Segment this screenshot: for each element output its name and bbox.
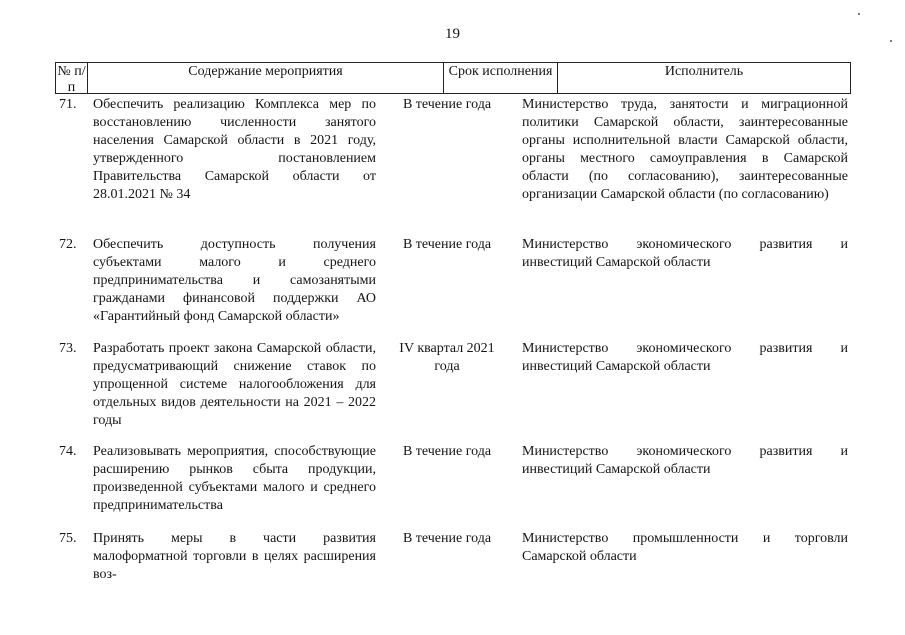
row-number: 71. (59, 97, 77, 112)
page-number: 19 (445, 26, 460, 42)
row-executor: Министерство промышленности и торговли Самарской области (522, 531, 848, 564)
scan-speck (890, 40, 892, 42)
row-content: Разработать проект закона Самарской области, предусматривающий снижение ставок по упрощенной системе налогообложения для отдельных видов деятельности на 2021 – 2022 годы (93, 341, 376, 428)
row-number: 75. (59, 531, 77, 546)
row-number: 72. (59, 237, 77, 252)
row-content: Принять меры в части развития малоформатной торговли в целях расширения воз- (93, 531, 376, 582)
row-content: Обеспечить реализацию Комплекса мер по восстановлению численности занятого населения Самарской области в 2021 году, утвержденного постановлением Правительства Самарской области от 28.01.2021 № 34 (93, 97, 376, 202)
row-deadline: В течение года (402, 444, 492, 459)
row-deadline: В течение года (402, 97, 492, 112)
row-executor: Министерство экономического развития и инвестиций Самарской области (522, 237, 848, 270)
row-deadline: В течение года (402, 237, 492, 252)
table-header (55, 62, 851, 94)
row-content: Обеспечить доступность получения субъектами малого и среднего предпринимательства и самозанятыми гражданами финансовой поддержки АО «Гарантийный фонд Самарской области» (93, 237, 376, 324)
row-deadline: В течение года (402, 531, 492, 546)
scan-speck (858, 13, 860, 15)
row-executor: Министерство экономического развития и инвестиций Самарской области (522, 341, 848, 374)
header-deadline: Срок исполнения (444, 63, 558, 93)
header-num: № п/п (56, 63, 88, 93)
row-executor: Министерство экономического развития и инвестиций Самарской области (522, 444, 848, 477)
row-number: 74. (59, 444, 77, 459)
row-number: 73. (59, 341, 77, 356)
header-content: Содержание мероприятия (88, 63, 444, 93)
row-content: Реализовывать мероприятия, способствующие расширению рынков сбыта продукции, произведенной субъектами малого и среднего предпринимательства (93, 444, 376, 513)
header-executor: Исполнитель (664, 64, 744, 79)
row-deadline: IV квартал 2021 года (399, 341, 495, 374)
row-executor: Министерство труда, занятости и миграционной политики Самарской области, заинтересованные органы исполнительной власти Самарской области, органы местного самоуправления в Самарской области (по согласованию), заинтересованные организации Самарской области (по согласованию) (522, 97, 848, 202)
